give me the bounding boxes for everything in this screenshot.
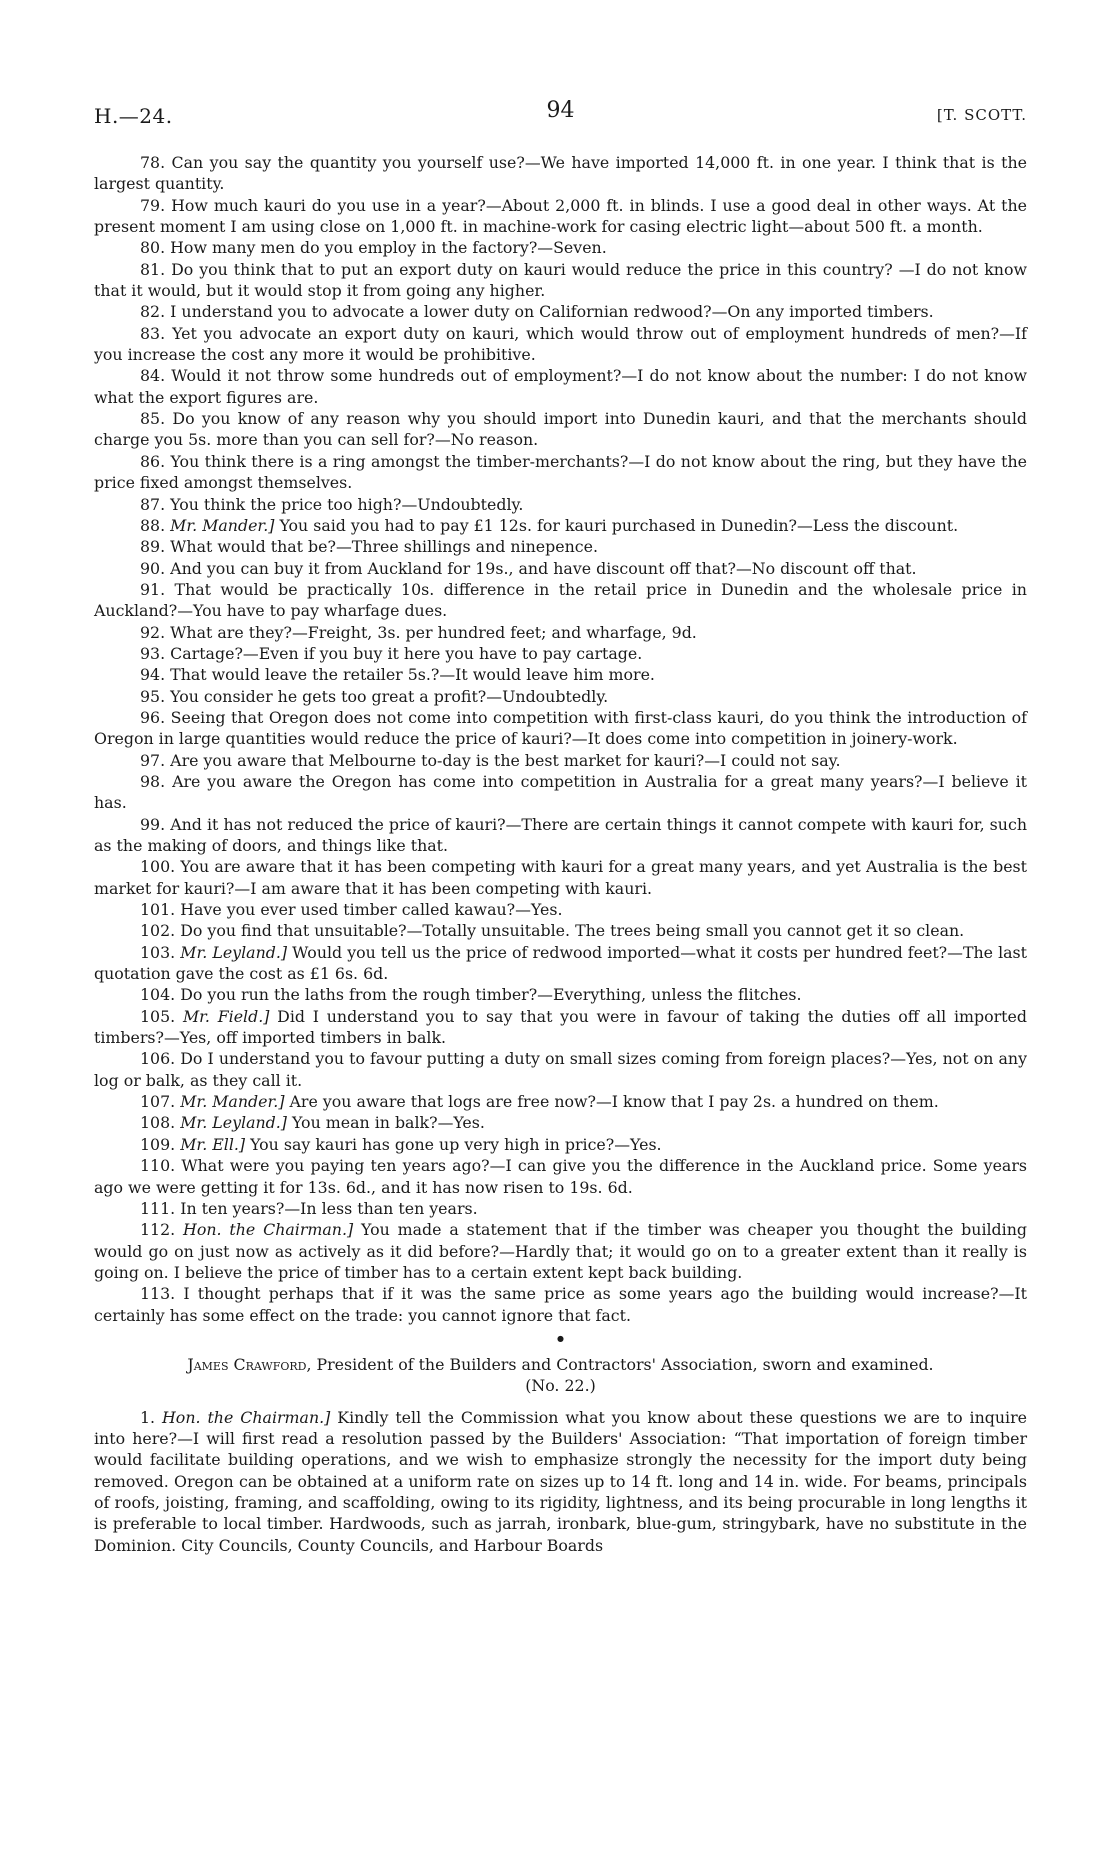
question-paragraph — [94, 643, 1027, 664]
question-text: And you can buy it from Auckland for 19s., and have discount off that?—No discount off that. — [170, 558, 917, 578]
question-text: In ten years?—In less than ten years. — [180, 1198, 478, 1218]
question-text: Are you aware the Oregon has come into competition in Australia for a great many years?—I believe it has. — [94, 771, 1027, 813]
speaker-name: Mr. Field.] — [182, 1006, 270, 1026]
question-paragraph — [94, 1198, 1027, 1219]
question-text: Do you run the laths from the rough timber?—Everything, unless the flitches. — [180, 985, 802, 1005]
question-paragraph — [94, 195, 1027, 238]
question-paragraph — [94, 515, 1027, 536]
witness-number: (No. 22.) — [525, 1376, 596, 1396]
question-paragraph — [94, 1219, 1027, 1283]
question-number: 81. — [140, 259, 166, 279]
question-text: You consider he gets too great a profit?—Undoubtedly. — [170, 686, 609, 706]
question-paragraph — [94, 1091, 1027, 1112]
question-paragraph — [94, 814, 1027, 857]
question-text: Do you think that to put an export duty on kauri would reduce the price in this country? —I do not know that it would, but it would stop it from going any higher. — [94, 259, 1027, 301]
question-text: Are you aware that Melbourne to-day is the best market for kauri?—I could not say. — [170, 750, 841, 770]
question-text: You are aware that it has been competing with kauri for a great many years, and yet Australia is the best market for kauri?—I am aware that it has been competing with kauri. — [94, 857, 1027, 898]
question-paragraph — [94, 622, 1027, 643]
question-paragraph — [94, 771, 1027, 814]
witness-heading — [94, 1354, 1027, 1375]
question-number: 87. — [140, 494, 166, 514]
document-page — [94, 98, 1027, 1556]
question-number: 102. — [140, 921, 176, 941]
question-number: 104. — [140, 985, 176, 1005]
speaker-name: Hon. the Chairman.] — [183, 1220, 354, 1240]
question-number: 84. — [140, 366, 166, 386]
document-body — [94, 152, 1027, 1556]
witness-title: President of the Builders and Contractors' Association, sworn and examined. — [316, 1354, 934, 1374]
question-number: 101. — [140, 900, 176, 920]
question-text: Would it not throw some hundreds out of employment?—I do not know about the number: I do not know what the export figures are. — [94, 366, 1027, 407]
question-text: Can you say the quantity you yourself use?—We have imported 14,000 ft. in one year. I think that is the largest quantity. — [94, 153, 1027, 194]
question-text: Yet you advocate an export duty on kauri, which would throw out of employment hundreds of men?—If you increase the cost any more it would be prohibitive. — [94, 323, 1027, 365]
question-paragraph — [94, 664, 1027, 685]
speaker-name: Mr. Leyland.] — [180, 942, 288, 962]
question-text: You think the price too high?—Undoubtedly. — [170, 494, 524, 514]
question-number: 92. — [140, 622, 166, 642]
page-number: 94 — [546, 98, 575, 123]
question-paragraph — [94, 259, 1027, 302]
question-text: Have you ever used timber called kawau?—Yes. — [180, 900, 563, 920]
question-paragraph — [94, 494, 1027, 515]
question-paragraph — [94, 1134, 1027, 1155]
question-number: 85. — [140, 409, 166, 429]
question-number: 103. — [140, 942, 176, 962]
scott-testimony — [94, 152, 1027, 1326]
question-number: 96. — [140, 707, 166, 727]
question-number: 107. — [140, 1092, 176, 1112]
question-number: 97. — [140, 750, 166, 770]
speaker-name: Mr. Mander.] — [180, 1092, 285, 1112]
question-number: 95. — [140, 686, 166, 706]
question-paragraph — [94, 536, 1027, 557]
question-number: 111. — [140, 1198, 176, 1218]
question-paragraph — [94, 1155, 1027, 1198]
question-paragraph — [94, 1407, 1027, 1556]
question-text: What are they?—Freight, 3s. per hundred feet; and wharfage, 9d. — [170, 622, 697, 642]
question-number: 1. — [140, 1407, 156, 1427]
question-paragraph — [94, 408, 1027, 451]
question-number: 91. — [140, 579, 166, 599]
question-number: 78. — [140, 153, 166, 172]
speaker-name: Mr. Ell.] — [180, 1134, 246, 1154]
question-number: 109. — [140, 1134, 176, 1154]
question-text: You mean in balk?—Yes. — [292, 1113, 485, 1133]
question-number: 112. — [140, 1220, 176, 1240]
question-number: 88. — [140, 515, 166, 535]
crawford-testimony — [94, 1407, 1027, 1556]
question-paragraph — [94, 301, 1027, 322]
question-number: 110. — [140, 1156, 176, 1176]
question-number: 113. — [140, 1284, 176, 1304]
question-text: Do I understand you to favour putting a duty on small sizes coming from foreign places?—Yes, not on any log or balk, as they call it. — [94, 1049, 1027, 1090]
question-paragraph — [94, 558, 1027, 579]
question-text: What were you paying ten years ago?—I can give you the difference in the Auckland price. Some years ago we were getting it for 13s. 6d., and it has now risen to 19s. 6d. — [94, 1156, 1027, 1197]
question-text: You made a statement that if the timber was cheaper you thought the building would go on just now as actively as it did before?—Hardly that; it would go on to a greater extent than it really is going on. I believe the price of timber has to a certain extent kept back building. — [94, 1220, 1027, 1282]
question-paragraph — [94, 1006, 1027, 1049]
question-text: You think there is a ring amongst the timber-merchants?—I do not know about the ring, but they have the price fixed amongst themselves. — [94, 451, 1027, 493]
question-text: You said you had to pay £1 12s. for kauri purchased in Dunedin?—Less the discount. — [279, 515, 959, 535]
question-paragraph — [94, 920, 1027, 941]
question-number: 108. — [140, 1113, 176, 1133]
question-text: And it has not reduced the price of kauri?—There are certain things it cannot compete with kauri for, such as the making of doors, and things like that. — [94, 814, 1027, 855]
question-paragraph — [94, 323, 1027, 366]
question-number: 89. — [140, 537, 166, 557]
question-text: Cartage?—Even if you buy it here you have to pay cartage. — [170, 643, 643, 663]
question-paragraph — [94, 451, 1027, 494]
question-paragraph — [94, 750, 1027, 771]
speaker-name: Mr. Mander.] — [170, 515, 275, 535]
question-paragraph — [94, 365, 1027, 408]
question-paragraph — [94, 1283, 1027, 1326]
question-paragraph — [94, 1112, 1027, 1133]
paper-reference: H.—24. — [94, 104, 173, 128]
question-paragraph — [94, 707, 1027, 750]
question-number: 100. — [140, 857, 176, 877]
question-number: 90. — [140, 558, 166, 578]
question-text: Do you find that unsuitable?—Totally unsuitable. The trees being small you cannot get it so clean. — [180, 921, 965, 941]
question-text: How many men do you employ in the factory?—Seven. — [170, 238, 607, 258]
question-text: Did I understand you to say that you were in favour of taking the duties off all imported timbers?—Yes, off imported timbers in balk. — [94, 1006, 1027, 1048]
speaker-name: Mr. Leyland.] — [180, 1113, 287, 1133]
question-number: 105. — [140, 1006, 176, 1026]
question-paragraph — [94, 942, 1027, 985]
question-number: 80. — [140, 238, 166, 258]
question-text: Do you know of any reason why you should import into Dunedin kauri, and that the merchants should charge you 5s. more than you can sell for?—No reason. — [94, 409, 1027, 450]
question-text: That would be practically 10s. difference in the retail price in Dunedin and the wholesale price in Auckland?—You have to pay wharfage dues. — [94, 579, 1027, 621]
witness-running-head: [T. SCOTT. — [936, 106, 1027, 124]
question-text: That would leave the retailer 5s.?—It would leave him more. — [170, 665, 655, 685]
question-text: Kindly tell the Commission what you know about these questions we are to inquire into here?—I will first read a resolution passed by the Builders' Association: “That importation of foreign timber would facilitate building operations, and we wish to emphasize strongly the necessity for the import duty being removed. Oregon can be obtained at a uniform rate on sizes up to 14 ft. long and 14 in. wide. For beams, principals of roofs, joisting, framing, and scaffolding, owing to its rigidity, lightness, and its being procurable in long lengths it is preferable to local timber. Hardwoods, such as jarrah, ironbark, blue-gum, stringybark, have no substitute in the Dominion. City Councils, County Councils, and Harbour Boards — [94, 1407, 1028, 1555]
page-header — [94, 98, 1027, 138]
question-paragraph — [94, 686, 1027, 707]
question-number: 93. — [140, 643, 166, 663]
question-text: What would that be?—Three shillings and ninepence. — [170, 537, 598, 557]
question-number: 94. — [140, 665, 166, 685]
witness-name: James Crawford, — [187, 1354, 312, 1374]
question-paragraph — [94, 856, 1027, 899]
question-text: Are you aware that logs are free now?—I know that I pay 2s. a hundred on them. — [289, 1092, 939, 1112]
question-text: Seeing that Oregon does not come into competition with first-class kauri, do you think the introduction of Oregon in large quantities would reduce the price of kauri?—It does come into competition in joinery-work. — [94, 707, 1027, 749]
question-text: I understand you to advocate a lower duty on Californian redwood?—On any imported timbers. — [170, 302, 934, 322]
question-text: Would you tell us the price of redwood imported—what it costs per hundred feet?—The last quotation gave the cost as £1 6s. 6d. — [94, 942, 1027, 984]
question-number: 82. — [140, 302, 166, 322]
question-text: I thought perhaps that if it was the same price as some years ago the building would increase?—It certainly has some effect on the trade: you cannot ignore that fact. — [94, 1284, 1027, 1325]
question-number: 99. — [140, 814, 166, 834]
question-paragraph — [94, 899, 1027, 920]
question-number: 106. — [140, 1049, 176, 1069]
question-paragraph — [94, 579, 1027, 622]
question-paragraph — [94, 1048, 1027, 1091]
question-paragraph — [94, 984, 1027, 1005]
question-paragraph — [94, 237, 1027, 258]
section-divider-dot: ● — [557, 1333, 564, 1343]
question-number: 83. — [140, 323, 166, 343]
question-number: 86. — [140, 451, 166, 471]
question-text: How much kauri do you use in a year?—About 2,000 ft. in blinds. I use a good deal in other ways. At the present moment I am using close on 1,000 ft. in machine-work for casing electric light—about 500 ft. a month. — [94, 195, 1028, 237]
question-text: You say kauri has gone up very high in price?—Yes. — [250, 1134, 662, 1154]
question-number: 98. — [140, 771, 166, 791]
speaker-name: Hon. the Chairman.] — [162, 1407, 331, 1427]
question-number: 79. — [140, 195, 166, 215]
question-paragraph — [94, 152, 1027, 195]
